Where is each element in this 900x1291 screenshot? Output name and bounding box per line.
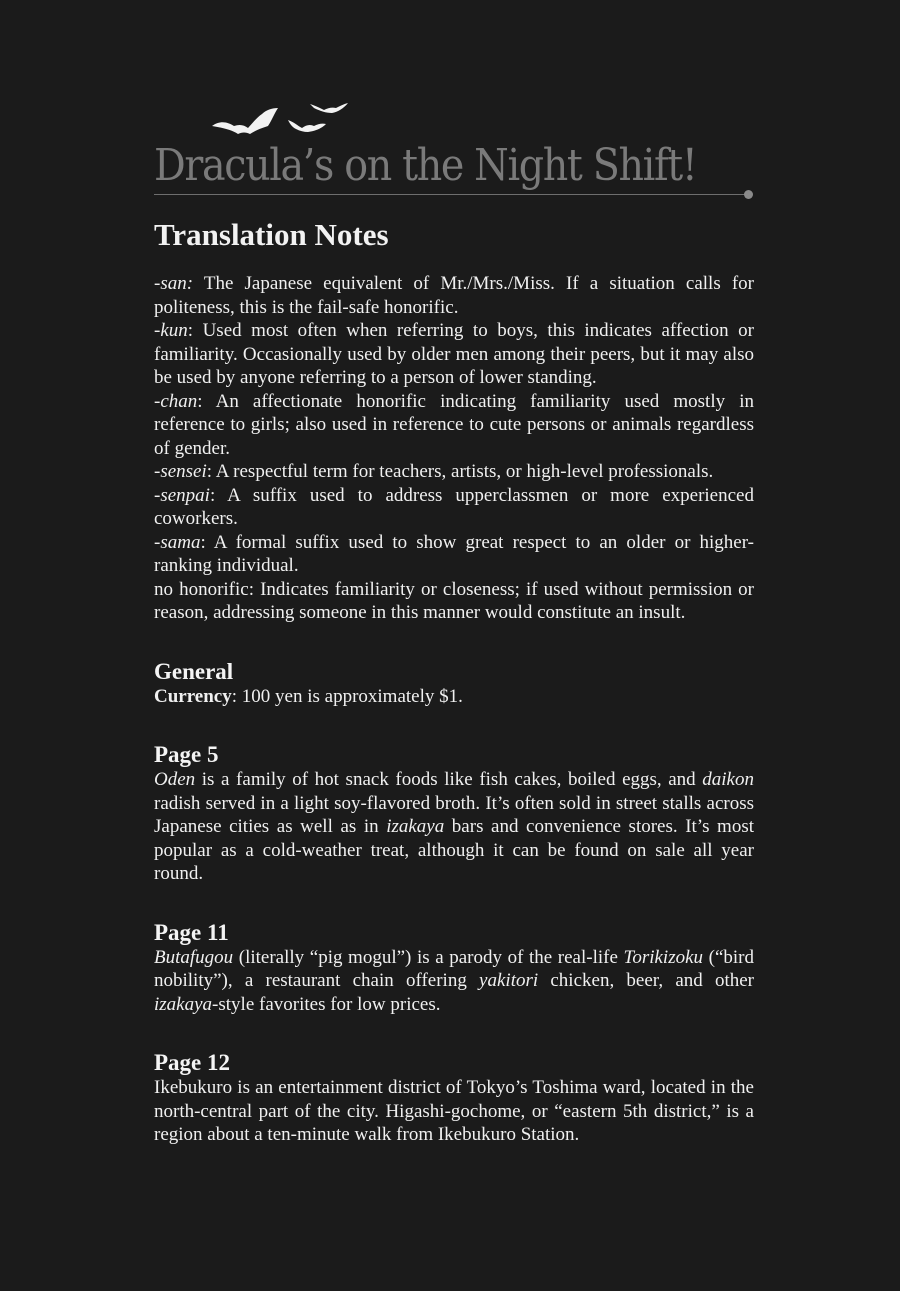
honorific-definition: no honorific: Indicates familiarity or closeness; if used without permission or reason, addressing someone in this manner would constitute an insult. <box>154 578 754 623</box>
section-heading: Page 5 <box>154 742 219 767</box>
section-heading: General <box>154 658 234 684</box>
honorific-definition: : A respectful term for teachers, artists, or high-level professionals. <box>206 461 714 482</box>
honorific-definition: : A formal suffix used to show great respect to an older or higher-ranking individual. <box>154 531 754 576</box>
series-title: Dracula’s on the Night Shift! <box>154 140 697 191</box>
list-item <box>154 460 754 484</box>
notes-body <box>154 272 754 1147</box>
section-text: Ikebukuro is an entertainment district of Tokyo’s Toshima ward, located in the north-central part of the city. Higashi-gochome, or “eastern 5th district,” is a region about a ten-minute walk from Ikebukuro Station. <box>154 1077 754 1145</box>
list-item <box>154 272 754 319</box>
currency-label: Currency <box>154 685 232 707</box>
bats-illustration <box>210 98 390 142</box>
list-item <box>154 484 754 531</box>
honorific-term: -san: <box>154 273 194 294</box>
honorific-term: -kun <box>154 320 188 341</box>
section-general <box>154 659 754 709</box>
page-title: Translation Notes <box>154 217 389 252</box>
title-rule-dot <box>744 190 753 199</box>
honorific-definition: : An affectionate honorific indicating familiarity used mostly in reference to girls; also used in reference to cute persons or animals regardless of gender. <box>154 390 754 459</box>
section-heading: Page 12 <box>154 1050 231 1075</box>
honorific-definition: : A suffix used to address upperclassmen or more experienced coworkers. <box>154 484 754 529</box>
list-item <box>154 578 754 625</box>
section-page-11 <box>154 920 754 1017</box>
honorific-definition: : Used most often when referring to boys, this indicates affection or familiarity. Occasionally used by older men among their peers, but it may also be used by anyone referring to a person of lower standing. <box>154 320 754 388</box>
honorific-definition: The Japanese equivalent of Mr./Mrs./Miss. If a situation calls for politeness, this is the fail-safe honorific. <box>154 273 754 318</box>
honorific-term: -chan <box>154 390 198 412</box>
honorific-term: -senpai <box>154 484 210 506</box>
bat-large <box>212 108 278 134</box>
section-page-12 <box>154 1050 754 1147</box>
list-item <box>154 531 754 578</box>
list-item <box>154 390 754 461</box>
honorific-term: -sensei <box>154 461 207 482</box>
section-page-5 <box>154 742 754 886</box>
bat-small <box>310 103 348 113</box>
bat-medium <box>288 120 326 132</box>
honorific-term: -sama <box>154 531 201 553</box>
section-heading: Page 11 <box>154 919 229 945</box>
section-text: Oden is a family of hot snack foods like fish cakes, boiled eggs, and daikon radish served in a light soy-flavored broth. It’s often sold in street stalls across Japanese cities as well as in izakaya bars and convenience stores. It’s most popular as a cold-weather treat, although it can be found on sale all year round. <box>154 769 754 884</box>
list-item <box>154 319 754 390</box>
section-text: Currency: 100 yen is approximately $1. <box>154 685 463 707</box>
section-text: Butafugou (literally “pig mogul”) is a parody of the real-life Torikizoku (“bird nobility”), a restaurant chain offering yakitori chicken, beer, and other izakaya-style favorites for low prices. <box>154 946 755 1015</box>
title-rule <box>154 194 748 195</box>
honorifics-list <box>154 272 754 625</box>
